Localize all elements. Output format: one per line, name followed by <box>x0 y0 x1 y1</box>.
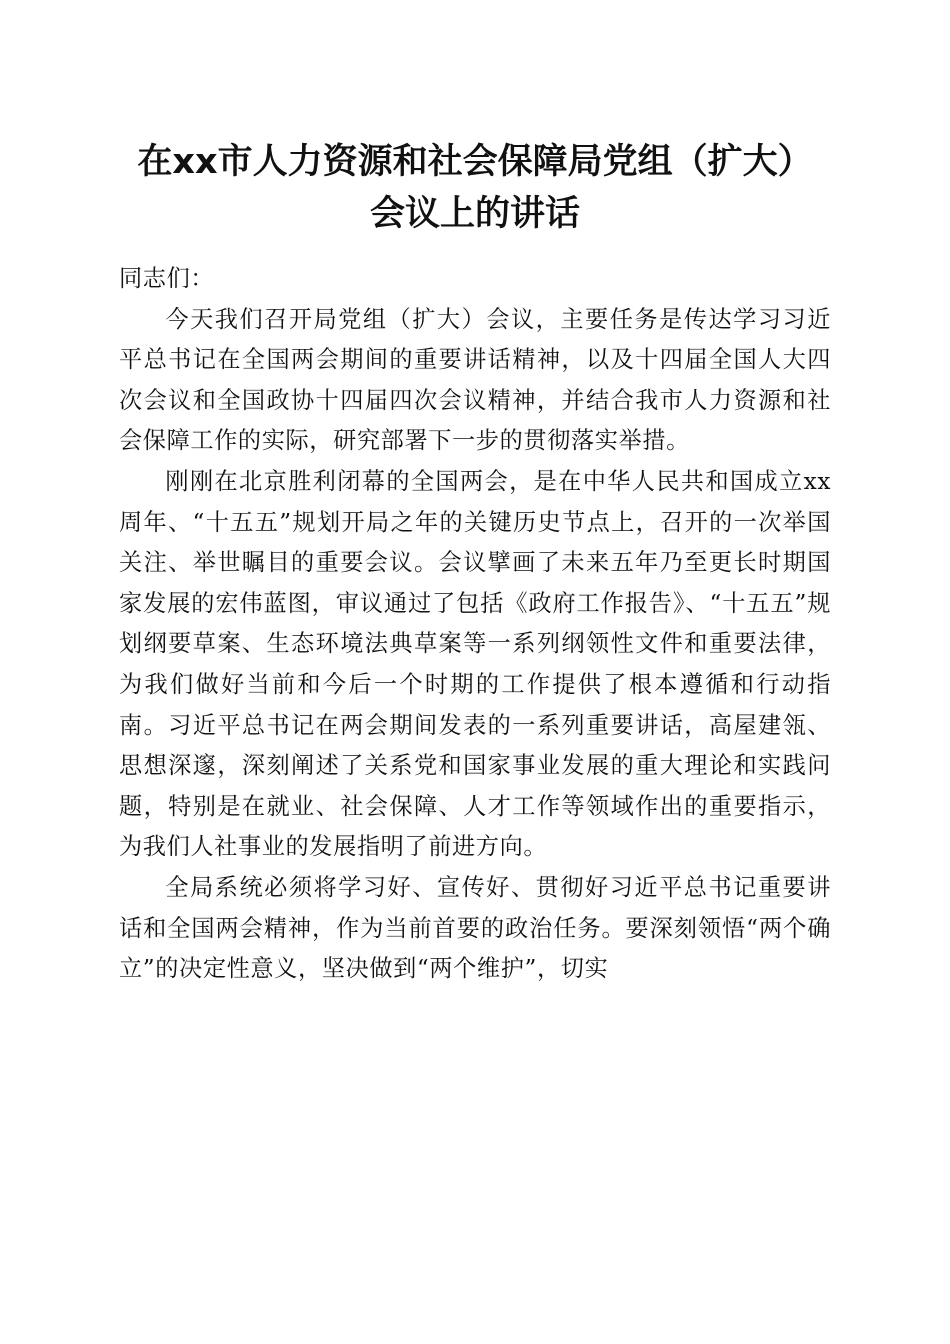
document-body <box>119 259 831 990</box>
document-title <box>100 136 850 240</box>
salutation: 同志们： <box>119 265 215 292</box>
paragraph-2: 刚刚在北京胜利闭幕的全国两会，是在中华人民共和国成立xx周年、“十五五”规划开局之年的关键历史节点上，召开的一次举国关注、举世瞩目的重要会议。会议擘画了未来五年乃至更长时期国家发展的宏伟蓝图，审议通过了包括《政府工作报告》、“十五五”规划纲要草案、生态环境法典草案等一系列纲领性文件和重要法律，为我们做好当前和今后一个时期的工作提供了根本遵循和行动指南。习近平总书记在两会期间发表的一系列重要讲话，高屋建瓴、思想深邃，深刻阐述了关系党和国家事业发展的重大理论和实践问题，特别是在就业、社会保障、人才工作等领域作出的重要指示，为我们人社事业的发展指明了前进方向。 <box>119 467 831 861</box>
title-line-2: 会议上的讲话 <box>369 194 580 234</box>
title-line-1: 在xx市人力资源和社会保障局党组（扩大） <box>137 142 813 182</box>
paragraph-1: 今天我们召开局党组（扩大）会议，主要任务是传达学习习近平总书记在全国两会期间的重要讲话精神，以及十四届全国人大四次会议和全国政协十四届四次会议精神，并结合我市人力资源和社会保障工作的实际，研究部署下一步的贯彻落实举措。 <box>119 305 831 455</box>
paragraph-3: 全局系统必须将学习好、宣传好、贯彻好习近平总书记重要讲话和全国两会精神，作为当前首要的政治任务。要深刻领悟“两个确立”的决定性意义，坚决做到“两个维护”，切实 <box>119 873 831 983</box>
